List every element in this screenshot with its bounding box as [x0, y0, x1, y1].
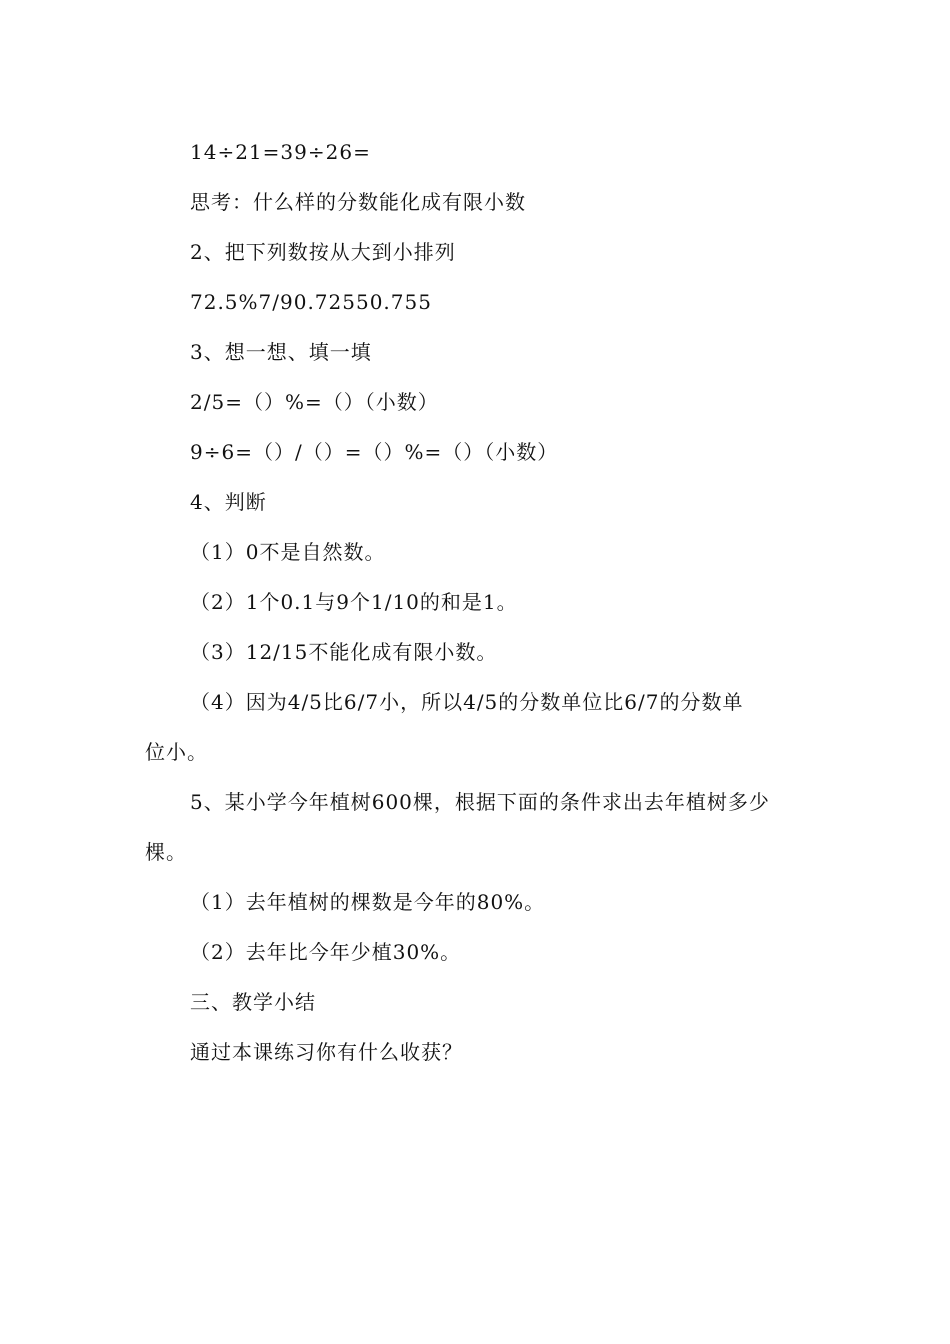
summary-question-line: 通过本课练习你有什么收获？ — [190, 1040, 463, 1064]
exercise-3-heading: 3、想一想、填一填 — [190, 340, 372, 364]
exercise-4-heading: 4、判断 — [190, 490, 267, 514]
exercise-2-numbers: 72.5%7/90.72550.755 — [190, 290, 432, 314]
exercise-5-heading-continued: 棵。 — [145, 840, 187, 864]
exercise-3-item-2: 9÷6=（）/（）=（）%=（）（小数） — [190, 440, 559, 464]
judgement-item-4-continued: 位小。 — [145, 740, 208, 764]
judgement-item-3: （3）12/15不能化成有限小数。 — [190, 640, 498, 664]
judgement-item-4: （4）因为4/5比6/7小，所以4/5的分数单位比6/7的分数单 — [190, 690, 744, 714]
exercise-5-condition-2: （2）去年比今年少植30%。 — [190, 940, 462, 964]
exercise-3-item-1: 2/5=（）%=（）（小数） — [190, 390, 439, 414]
section-summary-heading: 三、教学小结 — [190, 990, 316, 1014]
think-question-line: 思考：什么样的分数能化成有限小数 — [190, 190, 526, 214]
exercise-5-heading: 5、某小学今年植树600棵，根据下面的条件求出去年植树多少 — [190, 790, 770, 814]
exercise-2-heading: 2、把下列数按从大到小排列 — [190, 240, 456, 264]
judgement-item-1: （1）0不是自然数。 — [190, 540, 386, 564]
exercise-5-condition-1: （1）去年植树的棵数是今年的80%。 — [190, 890, 546, 914]
judgement-item-2: （2）1个0.1与9个1/10的和是1。 — [190, 590, 518, 614]
division-exercise-line: 14÷21=39÷26= — [190, 140, 371, 164]
